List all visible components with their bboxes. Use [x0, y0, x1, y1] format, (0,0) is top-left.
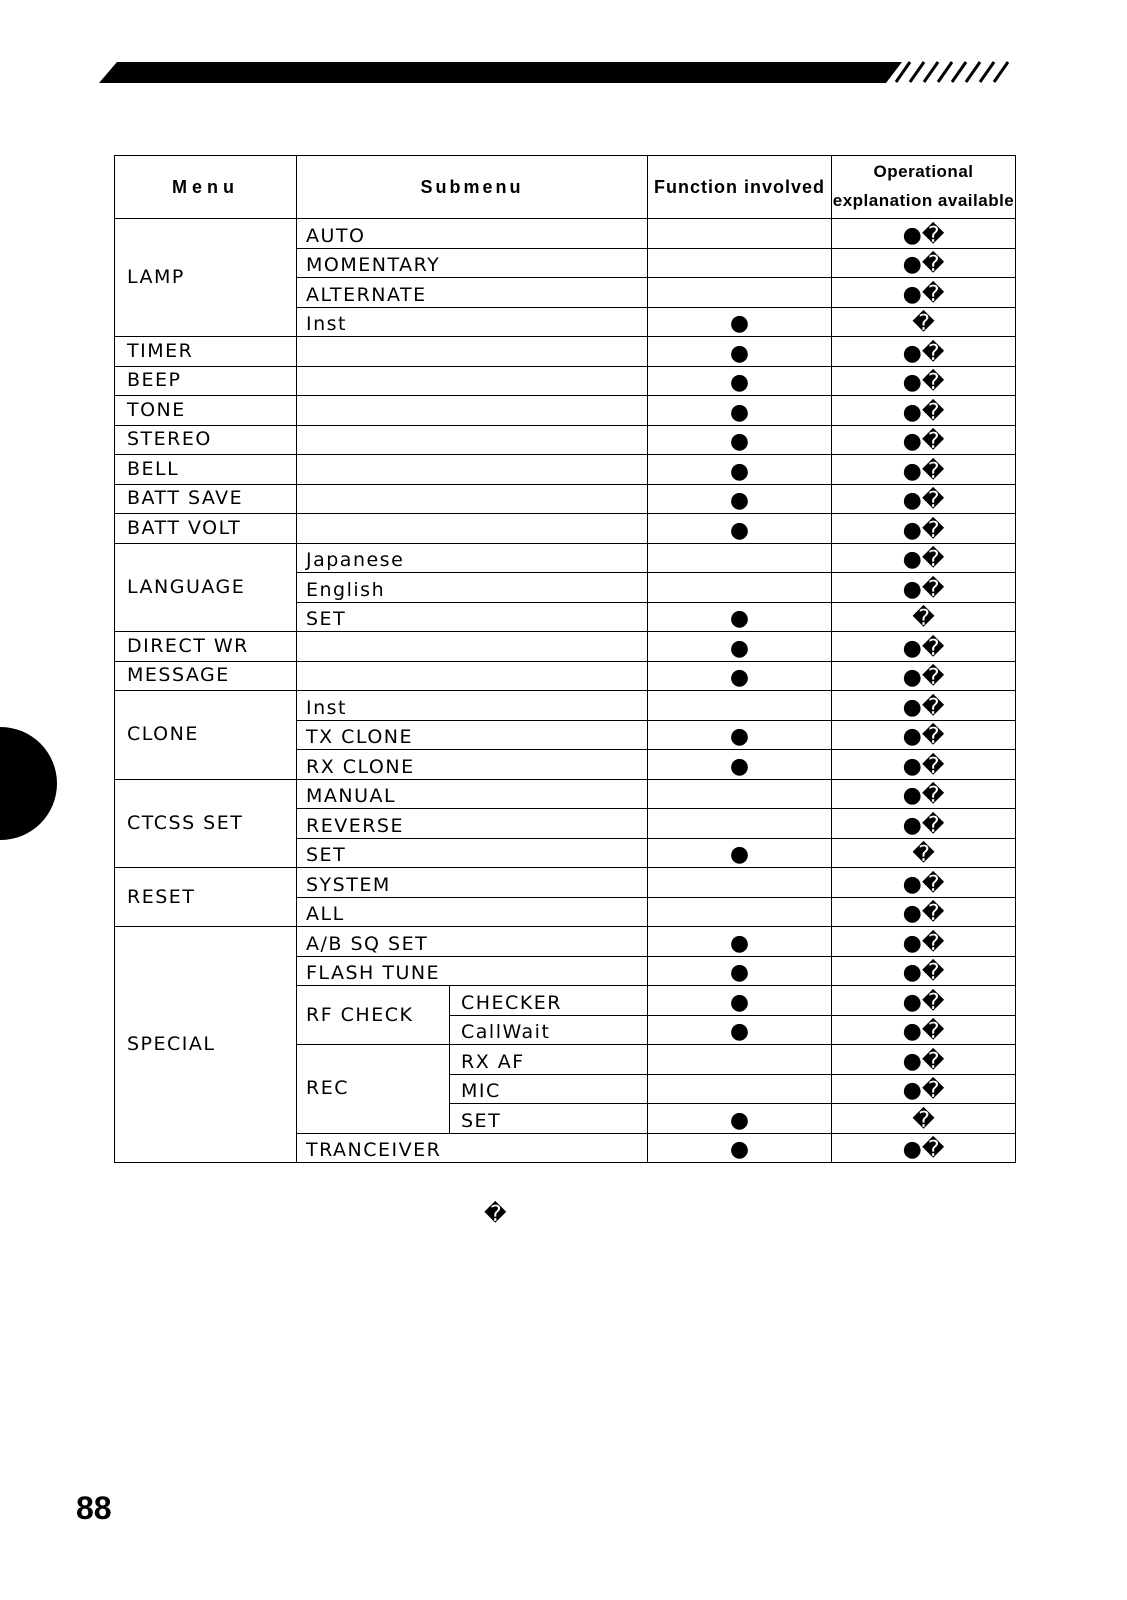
- table-row: [115, 691, 1016, 721]
- operational-cell: ●�: [832, 366, 1016, 396]
- operational-cell: ●�: [832, 455, 1016, 485]
- function-cell: ●: [648, 514, 832, 544]
- table-row: [115, 868, 1016, 898]
- header-banner-bar: [99, 62, 902, 83]
- operational-cell: ●�: [832, 573, 1016, 603]
- menu-cell: LANGUAGE: [115, 543, 297, 632]
- submenu-cell: A/B SQ SET: [297, 927, 648, 957]
- function-cell: [648, 1045, 832, 1075]
- function-cell: ●: [648, 838, 832, 868]
- menu-cell: DIRECT WR: [115, 632, 297, 662]
- function-cell: [648, 897, 832, 927]
- operational-cell: ●�: [832, 396, 1016, 426]
- submenu-cell: [297, 337, 648, 367]
- submenu-cell: [297, 396, 648, 426]
- submenu-cell: [297, 632, 648, 662]
- table-row: [115, 337, 1016, 367]
- menu-cell: BEEP: [115, 366, 297, 396]
- submenu-cell: RF CHECK: [297, 986, 450, 1045]
- submenu-cell: [297, 484, 648, 514]
- table-row: [115, 779, 1016, 809]
- operational-cell: ●�: [832, 956, 1016, 986]
- submenu-cell: SET: [297, 602, 648, 632]
- operational-cell: ●�: [832, 543, 1016, 573]
- function-cell: ●: [648, 927, 832, 957]
- submenu-cell: MANUAL: [297, 779, 648, 809]
- column-header-menu: Menu: [115, 156, 297, 219]
- menu-cell: BATT VOLT: [115, 514, 297, 544]
- menu-cell: CTCSS SET: [115, 779, 297, 868]
- operational-cell: ●�: [832, 219, 1016, 249]
- function-cell: ●: [648, 455, 832, 485]
- menu-cell: MESSAGE: [115, 661, 297, 691]
- menu-cell: TIMER: [115, 337, 297, 367]
- submenu-cell: Inst: [297, 307, 648, 337]
- operational-cell: ●�: [832, 809, 1016, 839]
- table-row: [115, 425, 1016, 455]
- submenu-cell: English: [297, 573, 648, 603]
- submenu-cell: AUTO: [297, 219, 648, 249]
- submenu-cell: SET: [297, 838, 648, 868]
- column-header-operational: [832, 156, 1016, 219]
- function-cell: ●: [648, 366, 832, 396]
- submenu-cell: Japanese: [297, 543, 648, 573]
- submenu-cell: REVERSE: [297, 809, 648, 839]
- submenu-cell: FLASH TUNE: [297, 956, 648, 986]
- operational-cell: ●�: [832, 248, 1016, 278]
- function-cell: ●: [648, 720, 832, 750]
- operational-cell: ●�: [832, 927, 1016, 957]
- operational-cell: �: [832, 307, 1016, 337]
- operational-cell: ●�: [832, 750, 1016, 780]
- function-cell: ●: [648, 1133, 832, 1163]
- function-cell: ●: [648, 1015, 832, 1045]
- menu-function-table: [114, 155, 1016, 1163]
- subsubmenu-cell: MIC: [450, 1074, 648, 1104]
- operational-cell: ●�: [832, 514, 1016, 544]
- function-cell: ●: [648, 956, 832, 986]
- subsubmenu-cell: CHECKER: [450, 986, 648, 1016]
- operational-cell: ●�: [832, 337, 1016, 367]
- submenu-cell: [297, 514, 648, 544]
- operational-cell: ●�: [832, 484, 1016, 514]
- function-cell: [648, 248, 832, 278]
- footnote-mark: �: [484, 1202, 507, 1227]
- table-row: [115, 632, 1016, 662]
- operational-cell: ●�: [832, 278, 1016, 308]
- header-banner: [0, 0, 1127, 100]
- function-cell: [648, 573, 832, 603]
- function-cell: ●: [648, 307, 832, 337]
- submenu-cell: TRANCEIVER: [297, 1133, 648, 1163]
- operational-cell: ●�: [832, 1045, 1016, 1075]
- submenu-cell: [297, 366, 648, 396]
- operational-cell: ●�: [832, 897, 1016, 927]
- operational-cell: ●�: [832, 720, 1016, 750]
- page-number: 88: [76, 1490, 112, 1526]
- operational-cell: ●�: [832, 632, 1016, 662]
- operational-cell: ●�: [832, 661, 1016, 691]
- column-header-operational-line1: Operational: [873, 162, 974, 182]
- table-row: [115, 219, 1016, 249]
- function-cell: ●: [648, 1104, 832, 1134]
- function-cell: ●: [648, 750, 832, 780]
- operational-cell: �: [832, 838, 1016, 868]
- function-cell: ●: [648, 661, 832, 691]
- function-cell: [648, 779, 832, 809]
- operational-cell: ●�: [832, 1015, 1016, 1045]
- subsubmenu-cell: SET: [450, 1104, 648, 1134]
- operational-cell: ●�: [832, 779, 1016, 809]
- menu-cell: BATT SAVE: [115, 484, 297, 514]
- menu-cell: SPECIAL: [115, 927, 297, 1163]
- submenu-cell: [297, 455, 648, 485]
- function-cell: ●: [648, 986, 832, 1016]
- submenu-cell: Inst: [297, 691, 648, 721]
- submenu-cell: SYSTEM: [297, 868, 648, 898]
- function-cell: [648, 543, 832, 573]
- operational-cell: ●�: [832, 1074, 1016, 1104]
- table-row: [115, 396, 1016, 426]
- table-row: [115, 927, 1016, 957]
- submenu-cell: ALL: [297, 897, 648, 927]
- submenu-cell: [297, 661, 648, 691]
- operational-cell: ●�: [832, 691, 1016, 721]
- menu-cell: BELL: [115, 455, 297, 485]
- table-row: [115, 514, 1016, 544]
- function-cell: ●: [648, 484, 832, 514]
- function-cell: [648, 691, 832, 721]
- menu-cell: RESET: [115, 868, 297, 927]
- function-cell: ●: [648, 425, 832, 455]
- column-header-submenu: Submenu: [297, 156, 648, 219]
- function-cell: [648, 868, 832, 898]
- column-header-operational-line2: explanation available: [832, 191, 1015, 210]
- submenu-cell: REC: [297, 1045, 450, 1134]
- table-row: [115, 455, 1016, 485]
- operational-cell: �: [832, 602, 1016, 632]
- table-header-row: [115, 156, 1016, 219]
- operational-cell: �: [832, 1104, 1016, 1134]
- submenu-cell: RX CLONE: [297, 750, 648, 780]
- function-cell: ●: [648, 396, 832, 426]
- menu-cell: TONE: [115, 396, 297, 426]
- function-cell: ●: [648, 602, 832, 632]
- operational-cell: ●�: [832, 1133, 1016, 1163]
- table-row: [115, 366, 1016, 396]
- function-cell: ●: [648, 632, 832, 662]
- menu-cell: CLONE: [115, 691, 297, 780]
- menu-cell: STEREO: [115, 425, 297, 455]
- subsubmenu-cell: CallWait: [450, 1015, 648, 1045]
- section-side-tab: [0, 727, 57, 840]
- table-row: [115, 661, 1016, 691]
- submenu-cell: MOMENTARY: [297, 248, 648, 278]
- table-row: [115, 543, 1016, 573]
- column-header-function: Function involved: [648, 156, 832, 219]
- function-cell: [648, 219, 832, 249]
- submenu-cell: ALTERNATE: [297, 278, 648, 308]
- function-cell: [648, 278, 832, 308]
- function-cell: ●: [648, 337, 832, 367]
- function-cell: [648, 1074, 832, 1104]
- table-row: [115, 484, 1016, 514]
- submenu-cell: [297, 425, 648, 455]
- menu-cell: LAMP: [115, 219, 297, 337]
- header-banner-slashes: [896, 62, 1008, 82]
- submenu-cell: TX CLONE: [297, 720, 648, 750]
- function-cell: [648, 809, 832, 839]
- operational-cell: ●�: [832, 986, 1016, 1016]
- subsubmenu-cell: RX AF: [450, 1045, 648, 1075]
- operational-cell: ●�: [832, 868, 1016, 898]
- operational-cell: ●�: [832, 425, 1016, 455]
